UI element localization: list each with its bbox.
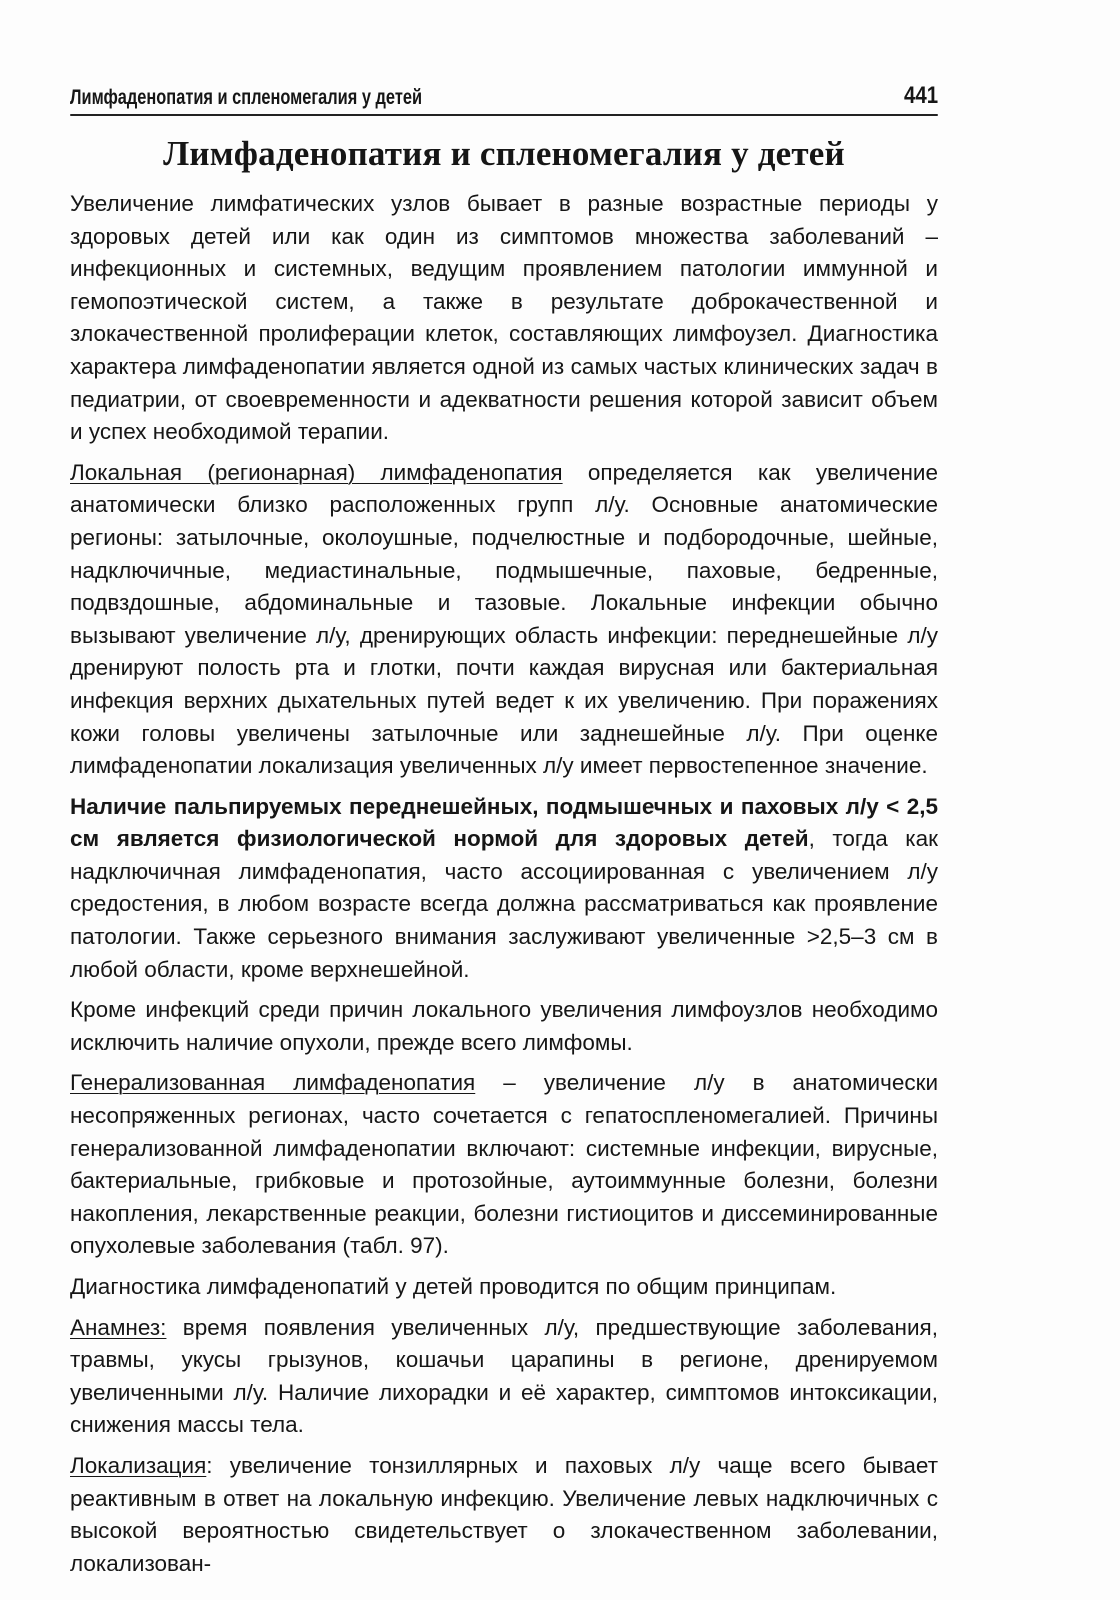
running-title: Лимфаденопатия и спленомегалия у детей [70, 86, 423, 109]
paragraph [70, 1067, 938, 1263]
paragraph [70, 1450, 938, 1580]
paragraph-text: : увеличение тонзиллярных и паховых л/у чаще всего бывает реактивным в ответ на локальную инфекцию. Увеличение левых надключичных с высокой вероятностью свидетельствует о злокачественном заболевании, локализован- [70, 1452, 938, 1576]
paragraph-text: , тогда как надключичная лимфаденопатия, часто ассоциированная с увеличением л/у средостения, в любом возрасте всегда должна рассматриваться как проявление патологии. Также серьезного внимания заслуживают увеличенные >2,5–3 см в любой области, кроме верхнешейной. [70, 826, 939, 982]
header-rule [70, 114, 938, 116]
paragraph [70, 457, 938, 783]
term-anamnesis: Анамнез: [70, 1314, 167, 1340]
paragraph-text: время появления увеличенных л/у, предшествующие заболевания, травмы, укусы грызунов, кошачьи царапины в регионе, дренируемом увеличенными л/у. Наличие лихорадки и её характер, симптомов интоксикации, снижения массы тела. [70, 1314, 938, 1438]
paragraph-text: Увеличение лимфатических узлов бывает в разные возрастные периоды у здоровых детей или как один из симптомов множества заболеваний – инфекционных и системных, ведущим проявлением патологии иммунной и гемопоэтической систем, а также в результате доброкачественной и злокачественной пролиферации клеток, составляющих лимфоузел. Диагностика характера лимфаденопатии является одной из самых частых клинических задач в педиатрии, от своевременности и адекватности решения которой зависит объем и успех необходимой терапии. [70, 191, 938, 445]
paragraph-text: Кроме инфекций среди причин локального увеличения лимфоузлов необходимо исключить наличие опухоли, прежде всего лимфомы. [70, 997, 938, 1055]
running-header [70, 72, 938, 110]
page-number: 441 [903, 82, 938, 109]
paragraph [70, 791, 938, 987]
paragraph [70, 994, 938, 1059]
term-generalized-lymphadenopathy: Генерализованная лимфаденопатия [70, 1070, 476, 1096]
paragraph-text: Диагностика лимфаденопатий у детей проводится по общим принципам. [70, 1274, 837, 1299]
document-page [70, 72, 938, 1588]
paragraph-text: – увеличение л/у в анатомически несопряженных регионах, часто сочетается с гепатоспленомегалией. Причины генерализованной лимфаденопатии включают: системные инфекции, вирусные, бактериальные, грибковые и протозойные, аутоиммунные болезни, болезни накопления, лекарственные реакции, болезни гистиоцитов и диссеминированные опухолевые заболевания (табл. 97). [70, 1070, 939, 1259]
term-local-lymphadenopathy: Локальная (регионарная) лимфаденопатия [70, 459, 563, 485]
paragraph [70, 1312, 938, 1442]
paragraph-text: определяется как увеличение анатомически близко расположенных групп л/у. Основные анатомические регионы: затылочные, околоушные, подчелюстные и подбородочные, шейные, надключичные, медиастинальные, подмышечные, паховые, бедренные, подвздошные, абдоминальные и тазовые. Локальные инфекции обычно вызывают увеличение л/у, дренирующих область инфекции: переднешейные л/у дренируют полость рта и глотки, почти каждая вирусная или бактериальная инфекция верхних дыхательных путей ведет к их увеличению. При поражениях кожи головы увеличены затылочные или заднешейные л/у. При оценке лимфаденопатии локализация увеличенных л/у имеет первостепенное значение. [70, 459, 939, 779]
chapter-title: Лимфаденопатия и спленомегалия у детей [163, 134, 845, 173]
term-localization: Локализация [70, 1452, 207, 1478]
paragraph [70, 1271, 938, 1304]
body-text [70, 188, 938, 1580]
bold-statement: Наличие пальпируемых переднешейных, подмышечных и паховых л/у < 2,5 см является физиологической нормой для здоровых детей [70, 793, 938, 852]
paragraph [70, 188, 938, 449]
